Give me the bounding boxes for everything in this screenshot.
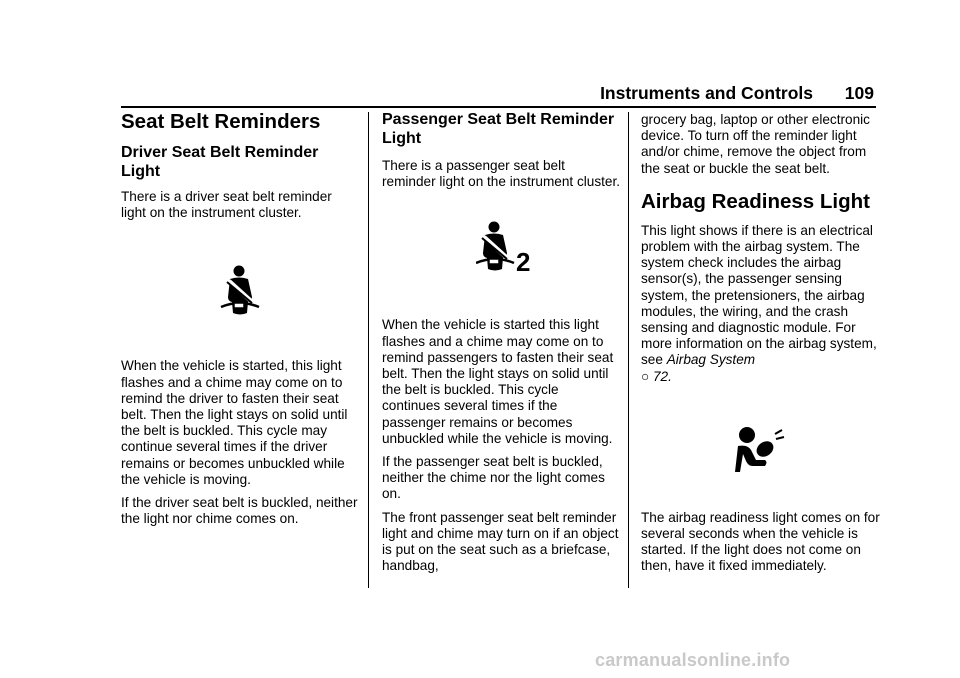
passenger-seat-belt-icon: [476, 221, 536, 273]
airbag-para-1: This light shows if there is an electrical problem with the airbag system. The system check includes the airbag sensor(s), the passenger sensing system, the pretensioners, the airbag modules, the wiring, and the crash sensing and diagnostic module. For more information on the airbag system, see Airbag System ○ 72.: [641, 222, 877, 384]
section-heading-airbag-readiness: Airbag Readiness Light: [641, 189, 870, 213]
passenger-continued-text: grocery bag, laptop or other electronic device. To turn off the reminder light and/or chime, remove the object from the seat or buckle the seat belt.: [641, 112, 870, 176]
passenger-intro-text: There is a passenger seat belt reminder light on the instrument cluster.: [382, 158, 621, 190]
column-3: [641, 112, 881, 582]
subheading-passenger-seat-belt: Passenger Seat Belt Reminder Light: [382, 111, 615, 147]
driver-para-2: If the driver seat belt is buckled, neither the light nor chime comes on.: [121, 495, 358, 527]
page-header: [121, 78, 876, 108]
column-divider-2: [628, 112, 629, 588]
passenger-icon-number: 2: [516, 247, 531, 274]
page-ref-icon: ○: [641, 368, 650, 384]
airbag-icon: [735, 426, 785, 474]
passenger-para-2: If the passenger seat belt is buckled, neither the chime nor the light comes on.: [382, 454, 605, 502]
passenger-para-1: When the vehicle is started this light flashes and a chime may come on to remind passengers to fasten their seat belt. Then the light stays on solid until the belt is buckled. This cycle continues several times if the passenger remains or becomes unbuckled while the vehicle is moving.: [382, 317, 614, 446]
section-heading-seat-belt-reminders: Seat Belt Reminders: [121, 110, 321, 133]
watermark: carmanualsonline.info: [595, 650, 791, 670]
driver-intro-text: There is a driver seat belt reminder light on the instrument cluster.: [121, 189, 332, 221]
passenger-para-3: The front passenger seat belt reminder light and chime may turn on if an object is put on the seat such as a briefcase, handbag,: [382, 509, 619, 574]
driver-para-1: When the vehicle is started, this light flashes and a chime may come on to remind the driver to fasten their seat belt. Then the light stays on solid until the belt is buckled. This cycle may continue several times if the driver remains or becomes unbuckled while the vehicle is moving.: [121, 358, 348, 487]
page-number: 109: [844, 83, 874, 103]
subheading-driver-seat-belt: Driver Seat Belt Reminder Light: [121, 144, 319, 180]
airbag-para-2: The airbag readiness light comes on for several seconds when the vehicle is started. If the light does not come on then, have it fixed immediately.: [641, 509, 880, 574]
airbag-system-link[interactable]: Airbag System: [666, 352, 756, 368]
column-1: [121, 110, 358, 534]
column-divider-1: [368, 112, 369, 588]
seat-belt-icon: [218, 265, 262, 317]
column-2: [382, 110, 620, 581]
section-title: Instruments and Controls: [600, 83, 813, 103]
page-ref-number[interactable]: 72.: [653, 368, 672, 384]
